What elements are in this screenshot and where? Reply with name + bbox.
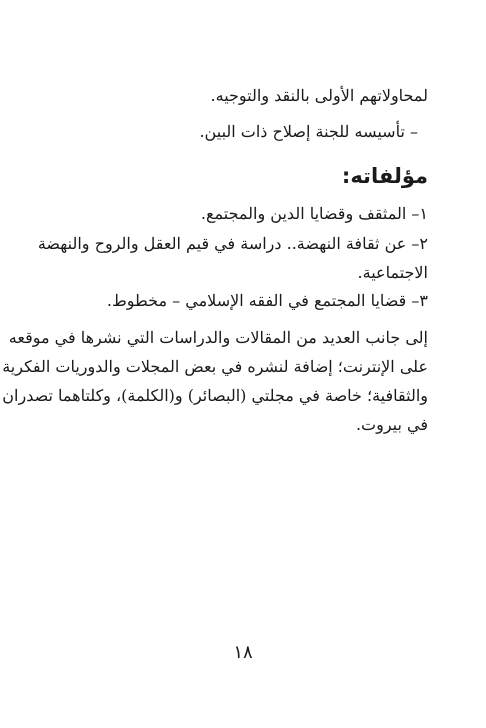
intro-line-1: لمحاولاتهم الأولى بالنقد والتوجيه. <box>210 86 428 105</box>
intro-line-2: – تأسيسه للجنة إصلاح ذات البين. <box>199 122 418 141</box>
works-item-2-line-2: الاجتماعية. <box>357 263 428 282</box>
works-item-3: ٣– قضايا المجتمع في الفقه الإسلامي – مخطوط. <box>106 291 428 310</box>
paragraph-line-1: إلى جانب العديد من المقالات والدراسات التي نشرها في موقعه <box>8 328 428 347</box>
paragraph-line-3: والثقافية؛ خاصة في مجلتي (البصائر) و(الكلمة)، وكلتاهما تصدران <box>2 386 428 405</box>
works-heading: مؤلفاته: <box>341 164 428 188</box>
paragraph-line-2: على الإنترنت؛ إضافة لنشره في بعض المجلات والدوريات الفكرية <box>2 357 428 376</box>
works-item-1: ١– المثقف وقضايا الدين والمجتمع. <box>200 204 428 223</box>
paragraph-line-4: في بيروت. <box>355 415 428 434</box>
works-item-2-line-1: ٢– عن ثقافة النهضة.. دراسة في قيم العقل والروح والنهضة <box>37 234 428 253</box>
page-number: ١٨ <box>233 642 253 663</box>
